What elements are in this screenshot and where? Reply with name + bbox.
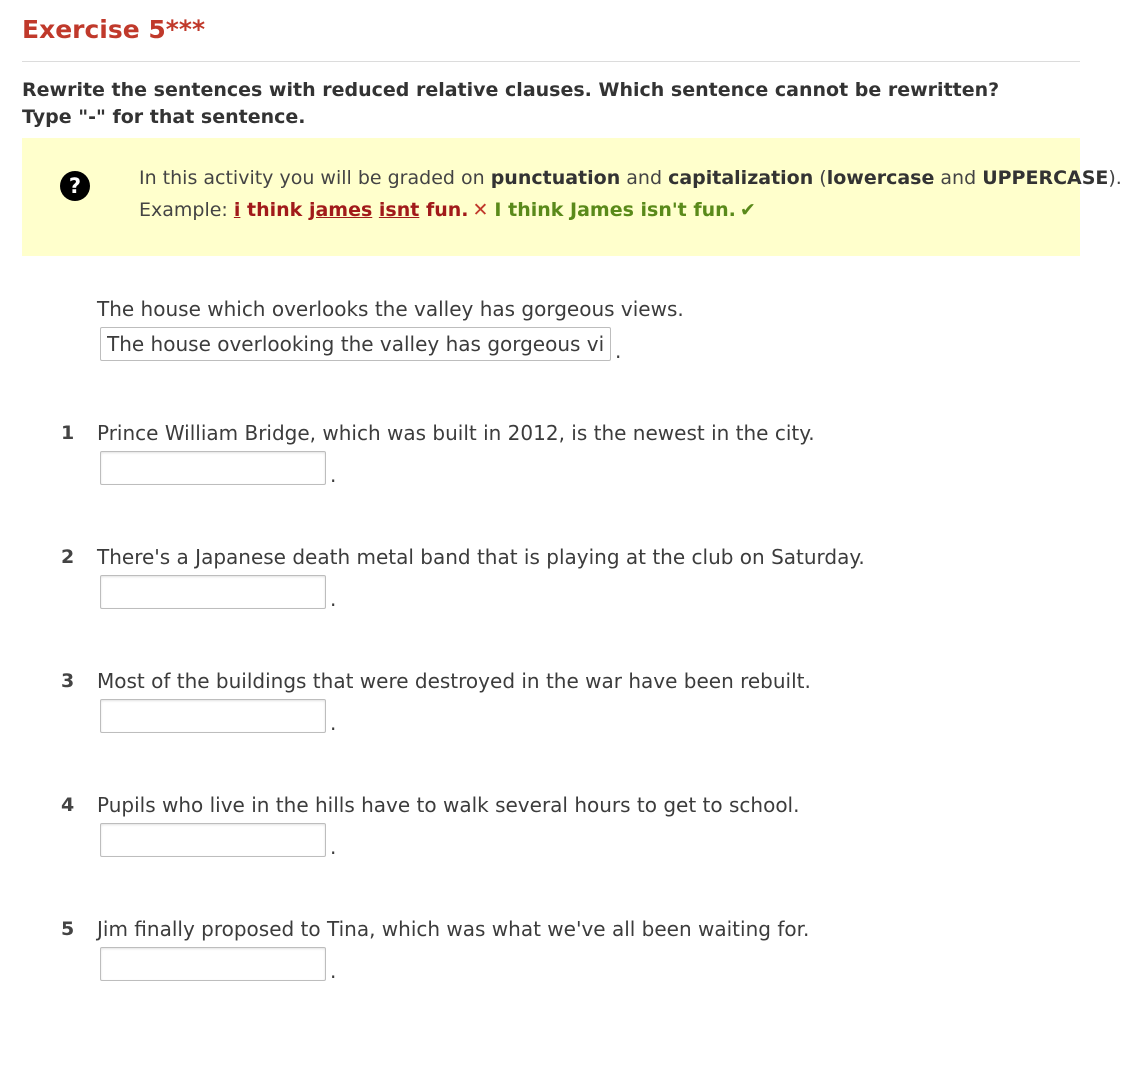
wrong-word: think: [247, 199, 303, 221]
answer-row: [100, 699, 336, 733]
question-number: 3: [61, 670, 75, 692]
grading-note: [22, 138, 1122, 256]
note-intro-text: In this activity you will be graded on: [139, 167, 491, 189]
correct-example: I think James isn't fun.: [494, 199, 736, 221]
question-item-2: [0, 544, 1080, 624]
example-answer-row: [100, 327, 621, 361]
question-item-4: [0, 792, 1080, 872]
question-sentence: Prince William Bridge, which was built in 2012, is the newest in the city.: [97, 421, 815, 445]
question-number: 1: [61, 422, 75, 444]
example-answer-input[interactable]: [100, 327, 611, 361]
instruction-line-2: Type "-" for that sentence.: [22, 106, 306, 128]
wrong-word: i: [233, 199, 241, 221]
answer-row: [100, 823, 336, 857]
question-sentence: Pupils who live in the hills have to walk several hours to get to school.: [97, 793, 800, 817]
grading-note-line-1: [139, 162, 1122, 194]
example-sentence: The house which overlooks the valley has gorgeous views.: [97, 297, 684, 321]
sentence-period: .: [330, 835, 337, 859]
wrong-word: isnt: [378, 199, 420, 221]
sentence-period: .: [615, 339, 622, 363]
wrong-word: fun.: [425, 199, 469, 221]
grading-note-text: [139, 162, 1122, 226]
example-item: [0, 296, 1080, 376]
note-and-text: and: [620, 167, 669, 189]
sentence-period: .: [330, 959, 337, 983]
question-number: 4: [61, 794, 75, 816]
question-number: 2: [61, 546, 75, 568]
answer-input-1[interactable]: [100, 451, 326, 485]
instructions: [22, 77, 1062, 131]
cross-icon: ✕: [472, 199, 489, 221]
note-uppercase: UPPERCASE: [982, 167, 1109, 189]
answer-input-5[interactable]: [100, 947, 326, 981]
question-item-3: [0, 668, 1080, 748]
question-circle-icon: ?: [60, 171, 90, 201]
question-sentence: Most of the buildings that were destroyed in the war have been rebuilt.: [97, 669, 811, 693]
sentence-period: .: [330, 463, 337, 487]
note-capitalization: capitalization: [668, 167, 814, 189]
check-icon: ✔: [739, 199, 756, 221]
answer-input-3[interactable]: [100, 699, 326, 733]
note-open-paren: (: [813, 167, 827, 189]
exercise-title: Exercise 5***: [22, 15, 206, 44]
question-item-1: [0, 420, 1080, 500]
answer-row: [100, 451, 336, 485]
instruction-line-1: Rewrite the sentences with reduced relative clauses. Which sentence cannot be rewritten?: [22, 79, 1000, 101]
question-item-5: [0, 916, 1080, 996]
sentence-period: .: [330, 587, 337, 611]
sentence-period: .: [330, 711, 337, 735]
answer-input-4[interactable]: [100, 823, 326, 857]
note-punctuation: punctuation: [490, 167, 621, 189]
example-label: Example:: [139, 199, 234, 221]
grading-note-line-2: [139, 194, 1074, 226]
wrong-word: james: [308, 199, 373, 221]
title-divider: [22, 61, 1080, 62]
note-and-text-2: and: [934, 167, 983, 189]
question-sentence: Jim finally proposed to Tina, which was what we've all been waiting for.: [97, 917, 810, 941]
answer-row: [100, 575, 336, 609]
wrong-example: [234, 199, 469, 221]
note-close-paren: ).: [1108, 167, 1122, 189]
answer-input-2[interactable]: [100, 575, 326, 609]
question-sentence: There's a Japanese death metal band that is playing at the club on Saturday.: [97, 545, 865, 569]
answer-row: [100, 947, 336, 981]
question-number: 5: [61, 918, 75, 940]
note-lowercase: lowercase: [826, 167, 935, 189]
